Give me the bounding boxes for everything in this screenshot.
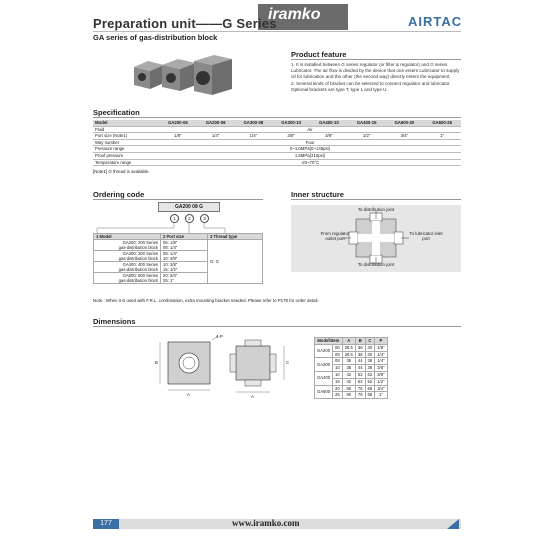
dim-cell: 10 <box>333 365 343 372</box>
oc-model-line: GA400: 400 Series <box>122 262 158 267</box>
dim-model: GA300 <box>315 358 333 372</box>
spec-col-header: GA300-10 <box>272 120 310 126</box>
dim-col-header: A <box>342 338 355 345</box>
dim-label-a2: A <box>251 394 254 399</box>
dimensions-table <box>314 337 388 399</box>
oc-port-line: 20: 3/4" <box>163 273 178 278</box>
dim-model: GA200 <box>315 344 333 358</box>
dim-cell: 60 <box>342 385 355 392</box>
dim-cell: 44 <box>355 358 365 365</box>
dim-cell: 08 <box>333 351 343 358</box>
spec-row-label: Way number <box>93 139 159 146</box>
dim-cell: 76 <box>355 385 365 392</box>
dim-model: GA600 <box>315 385 333 399</box>
dim-col-header: C <box>365 338 375 345</box>
dim-cell: 52 <box>365 371 375 378</box>
inner-structure-rule <box>291 199 461 200</box>
spec-merged-value: 1.5MPa(215psi) <box>159 152 461 159</box>
oc-port-line: 10: 3/8" <box>163 262 178 267</box>
dim-cell: 38 <box>365 365 375 372</box>
dim-cell: 30 <box>365 351 375 358</box>
spec-cell: 1/2" <box>348 133 386 140</box>
ordering-code-example: GA200 08 G <box>158 202 220 212</box>
dim-cell: 1" <box>375 392 387 399</box>
dimension-drawing <box>150 334 298 402</box>
dim-cell: 76 <box>355 392 365 399</box>
dim-cell: 38 <box>365 358 375 365</box>
product-feature-rule <box>291 59 461 60</box>
inner-structure-heading: Inner structure <box>291 190 344 199</box>
dimensions-rule <box>93 326 461 327</box>
code-marker: 2 <box>185 214 194 223</box>
dim-label-c: C <box>286 360 290 365</box>
spec-merged-value: -20~70°C <box>159 159 461 166</box>
oc-model-line: gas-distribution block <box>118 267 158 272</box>
spec-row <box>93 139 461 146</box>
oc-model-line: gas-distribution block <box>118 256 158 261</box>
dim-cell: 3/8" <box>375 371 387 378</box>
specification-rule <box>93 117 461 118</box>
oc-model-line: gas-distribution block <box>118 245 158 250</box>
dim-cell: 06 <box>333 344 343 351</box>
oc-thread-cell: G: G <box>208 240 263 284</box>
oc-port-line: 06: 1/8" <box>163 240 178 245</box>
dim-cell: 20 <box>333 385 343 392</box>
code-marker: 3 <box>200 214 209 223</box>
title-divider <box>93 31 461 32</box>
dim-cell: 1/4" <box>375 351 387 358</box>
dim-row <box>315 385 388 392</box>
oc-port-line: 25: 1" <box>163 278 174 283</box>
dim-cell: 36 <box>355 344 365 351</box>
block-small <box>134 61 164 89</box>
spec-col-header: GA200-06 <box>159 120 197 126</box>
feature-item: 2. Several kinds of bracket can be selected to connect regulator and lubricator. Optional brackets are type T, type L and type U. <box>291 80 451 92</box>
spec-row <box>93 146 461 153</box>
brand-logo-text: iramko <box>268 6 321 23</box>
dim-cell: 30 <box>365 344 375 351</box>
dimensions-heading: Dimensions <box>93 317 136 326</box>
product-photo <box>128 53 234 99</box>
website-link[interactable]: www.iramko.com <box>232 518 300 528</box>
oc-col-header: 1 Model <box>94 234 161 240</box>
dim-model: GA400 <box>315 371 333 385</box>
spec-row-label: Fluid <box>93 126 159 133</box>
feature-item: 1. It is installed between G series regulator (or filter & regulator) and G series Lubricator. The air flow is divided by the device that one enters Lubricator to supply oil for lubrication and the other (the second way) directly enters the equipment. <box>291 62 460 80</box>
dim-col-header: Model\Item <box>315 338 343 345</box>
oc-row <box>94 240 263 251</box>
page-subtitle: GA series of gas-distribution block <box>93 33 218 42</box>
page-number: 177 <box>93 519 119 529</box>
spec-col-header: GA600-25 <box>423 120 461 126</box>
oc-model-line: GA200: 200 Series <box>122 240 158 245</box>
spec-row-label: Pressure range <box>93 146 159 153</box>
oc-model-cell <box>94 273 161 284</box>
dim-cell: 28.5 <box>342 351 355 358</box>
ordering-code-heading: Ordering code <box>93 190 145 199</box>
specification-table <box>93 120 461 166</box>
oc-port-cell <box>161 251 208 262</box>
spec-row <box>93 152 461 159</box>
label-to-lubricator: To lubricator inlet port <box>409 231 443 241</box>
ordering-code-rule <box>93 199 263 200</box>
spec-row-label: Proof pressure <box>93 152 159 159</box>
dim-cell: 68 <box>365 385 375 392</box>
airtac-mark-icon <box>447 519 459 529</box>
dim-cell: 35 <box>342 358 355 365</box>
spec-merged-value: 0~1.0MPa(0~145psi) <box>159 146 461 153</box>
spec-merged-value: Four <box>159 139 461 146</box>
dim-cell: 28.5 <box>342 344 355 351</box>
dim-cell: 1/2" <box>375 378 387 385</box>
oc-model-line: GA600: 600 Series <box>122 273 158 278</box>
oc-port-line: 10: 3/8" <box>163 256 178 261</box>
dim-cell: 1/8" <box>375 344 387 351</box>
spec-row-label: Port size (Note1) <box>93 133 159 140</box>
dim-label-4p: 4-P <box>216 334 223 339</box>
dim-col-header: B <box>355 338 365 345</box>
oc-col-header: 3 Thread type <box>208 234 263 240</box>
oc-port-cell <box>161 273 208 284</box>
spec-cell: 3/8" <box>272 133 310 140</box>
spec-row <box>93 133 461 140</box>
label-distribution-top: To distribution joint <box>357 207 395 212</box>
block-large <box>194 55 232 95</box>
oc-model-line: GA300: 300 Series <box>122 251 158 256</box>
ordering-code-note: Note : When it is used with F.R.L. combination, extra mounting bracket needed. Please refer to P178 for order detail. <box>93 298 319 303</box>
dim-cell: 36 <box>355 351 365 358</box>
dim-cell: 42 <box>342 371 355 378</box>
oc-col-header: 2 Port size <box>161 234 208 240</box>
dim-cell: 52 <box>355 378 365 385</box>
spec-col-header: GA400-15 <box>348 120 386 126</box>
specification-heading: Specification <box>93 108 140 117</box>
oc-model-cell <box>94 251 161 262</box>
dim-cell: 08 <box>333 358 343 365</box>
dim-cell: 1/4" <box>375 358 387 365</box>
dim-cell: 3/8" <box>375 365 387 372</box>
dim-cell: 52 <box>355 371 365 378</box>
spec-cell: 1/4" <box>197 133 235 140</box>
oc-port-cell <box>161 240 208 251</box>
dim-row <box>315 344 388 351</box>
oc-model-cell <box>94 262 161 273</box>
label-from-regulator: From regulator outlet port <box>320 231 350 241</box>
spec-col-header: GA400-10 <box>310 120 348 126</box>
dim-row <box>315 358 388 365</box>
airtac-logo: AIRTAC <box>408 14 463 29</box>
dim-cell: 10 <box>333 371 343 378</box>
block-medium <box>162 59 196 91</box>
ordering-code-table <box>93 233 263 284</box>
oc-port-line: 08: 1/4" <box>163 251 178 256</box>
dim-cell: 68 <box>365 392 375 399</box>
oc-port-line: 08: 1/4" <box>163 245 178 250</box>
dim-cell: 44 <box>355 365 365 372</box>
spec-cell: 1/8" <box>159 133 197 140</box>
dim-cell: 42 <box>342 378 355 385</box>
dim-col-header: P <box>375 338 387 345</box>
dim-cell: 3/4" <box>375 385 387 392</box>
spec-cell: 3/4" <box>386 133 424 140</box>
spec-cell: 1" <box>423 133 461 140</box>
spec-row <box>93 159 461 166</box>
specification-note: [Note1] G thread is available. <box>93 169 150 174</box>
dim-cell: 52 <box>365 378 375 385</box>
dim-cell: 15 <box>333 378 343 385</box>
product-feature-list <box>291 62 461 93</box>
code-marker: 1 <box>170 214 179 223</box>
spec-col-header: GA200-08 <box>197 120 235 126</box>
dim-header-row <box>315 338 388 345</box>
page-title: Preparation unit——G Series <box>93 16 277 31</box>
dim-cell: 60 <box>342 392 355 399</box>
spec-col-header: GA600-20 <box>386 120 424 126</box>
oc-model-line: gas-distribution block <box>118 278 158 283</box>
spec-col-header: Model <box>93 120 159 126</box>
spec-cell: 1/4" <box>235 133 273 140</box>
oc-port-line: 15: 1/2" <box>163 267 178 272</box>
dim-label-a: A <box>187 392 190 397</box>
spec-row-label: Temperature range <box>93 159 159 166</box>
spec-row <box>93 126 461 133</box>
oc-model-cell <box>94 240 161 251</box>
dim-label-b: B <box>155 360 158 365</box>
dim-row <box>315 371 388 378</box>
dim-cell: 25 <box>333 392 343 399</box>
oc-port-cell <box>161 262 208 273</box>
spec-col-header: GA300-08 <box>235 120 273 126</box>
spec-cell: 3/8" <box>310 133 348 140</box>
dim-cell: 35 <box>342 365 355 372</box>
label-distribution-bottom: To distribution joint <box>357 262 395 267</box>
product-feature-heading: Product feature <box>291 50 347 59</box>
spec-merged-value: Air <box>159 126 461 133</box>
